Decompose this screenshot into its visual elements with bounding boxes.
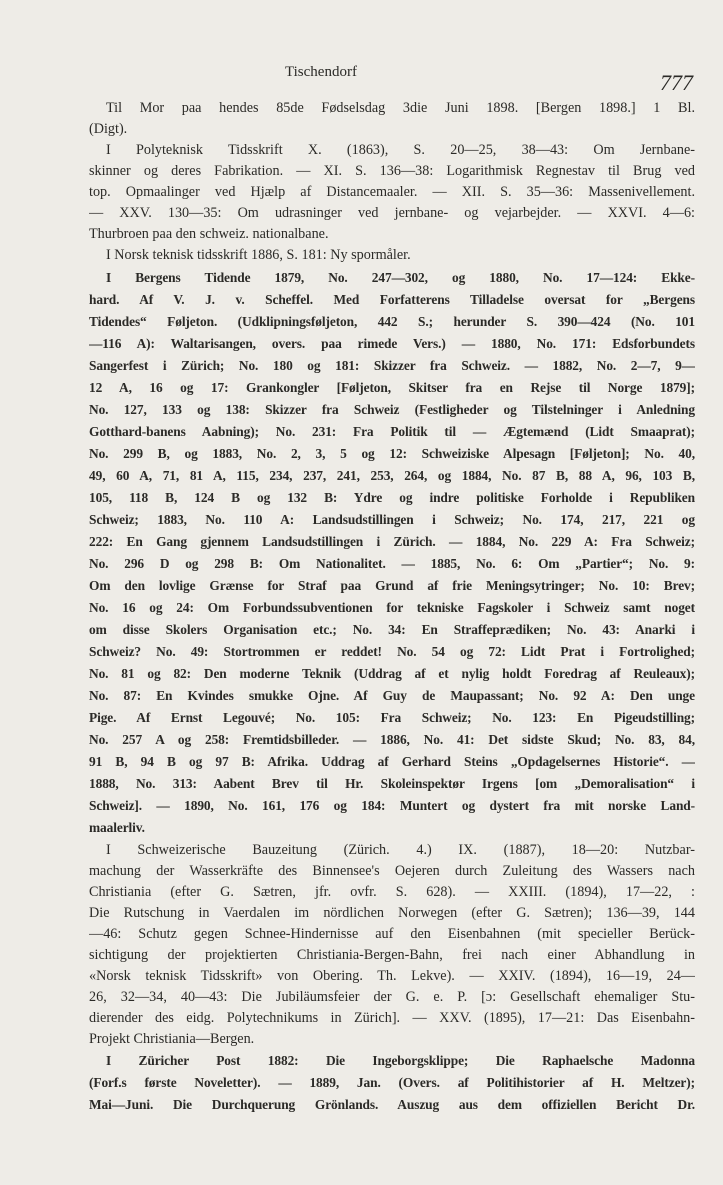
text-line: machung der Wasserkräfte des Binnensee's Oejeren durch Zuleitung des Wassers nach [89,863,695,879]
text-line: Gotthard-banens Aabning); No. 231: Fra Politik til — Ægtemænd (Lidt Smaaprat); [89,424,695,439]
text-line: No. 16 og 24: Om Forbundssubventionen for tekniske Fagskoler i Schweiz samt noget [89,600,695,615]
text-line: 49, 60 A, 71, 81 A, 115, 234, 237, 241, 253, 264, og 1884, No. 87 B, 88 A, 96, 103 B, [89,468,695,483]
text-line: Mai—Juni. Die Durchquerung Grönlands. Auszug aus dem offiziellen Bericht Dr. [89,1097,695,1112]
text-line: (Digt). [89,121,128,137]
text-line: Die Rutschung in Vaerdalen im nördlichen Norwegen (efter G. Sætren); 136—39, 144 [89,905,695,921]
text-line: Til Mor paa hendes 85de Fødselsdag 3die Juni 1898. [Bergen 1898.] 1 Bl. [106,100,695,116]
text-line: I Polyteknisk Tidsskrift X. (1863), S. 20—25, 38—43: Om Jernbane- [106,142,695,158]
text-line: Projekt Christiania—Bergen. [89,1031,255,1047]
text-line: No. 299 B, og 1883, No. 2, 3, 5 og 12: Schweiziske Alpesagn [Føljeton]; No. 40, [89,446,695,461]
text-line: 1888, No. 313: Aabent Brev til Hr. Skoleinspektør Irgens [om „Demoralisation“ i [89,776,695,791]
text-line: I Bergens Tidende 1879, No. 247—302, og 1880, No. 17—124: Ekke- [106,270,695,285]
text-line: No. 257 A og 258: Fremtidsbilleder. — 1886, No. 41: Det sidste Skud; No. 83, 84, [89,732,695,747]
text-line: top. Opmaalinger ved Hjælp af Distancemaaler. — XII. S. 35—36: Massenivellement. [89,184,695,200]
text-line: I Schweizerische Bauzeitung (Zürich. 4.) IX. (1887), 18—20: Nutzbar- [106,842,695,858]
text-line: I Norsk teknisk tidsskrift 1886, S. 181: Ny spormåler. [106,247,411,263]
text-line: skinner og deres Fabrikation. — XI. S. 136—38: Logarithmisk Regnestav til Brug ved [89,163,695,179]
text-line: (Forf.s første Noveletter). — 1889, Jan. (Overs. af Politihistorier af H. Meltzer); [89,1075,695,1090]
text-line: «Norsk teknisk Tidsskrift» von Obering. Th. Lekve). — XXIV. (1894), 16—19, 24— [89,968,695,984]
text-line: Christiania (efter G. Sætren, jfr. ovfr. S. 628). — XXIII. (1894), 17—22, : [89,884,695,900]
text-line: —116 A): Waltarisangen, overs. paa rimede Vers.) — 1880, No. 171: Edsforbundets [89,336,695,351]
text-line: No. 296 D og 298 B: Om Nationalitet. — 1885, No. 6: Om „Partier“; No. 9: [89,556,695,571]
text-line: dierender des eidg. Polytechnikums in Zürich]. — XXV. (1895), 17—21: Das Eisenbahn- [89,1010,695,1026]
text-line: 222: En Gang gjennem Landsudstillingen i Zürich. — 1884, No. 229 A: Fra Schweiz; [89,534,695,549]
text-line: Thurbroen paa den schweiz. nationalbane. [89,226,329,242]
text-line: No. 81 og 82: Den moderne Teknik (Uddrag af et nylig holdt Foredrag af Reuleaux); [89,666,695,681]
text-line: 105, 118 B, 124 B og 132 B: Ydre og indre politiske Forholde i Republiken [89,490,695,505]
text-line: Tidendes“ Føljeton. (Udklipningsføljeton, 442 S.; herunder S. 390—424 (No. 101 [89,314,695,329]
text-line: hard. Af V. J. v. Scheffel. Med Forfatterens Tilladelse oversat for „Bergens [89,292,695,307]
text-line: Schweiz? No. 49: Stortrommen er reddet! No. 54 og 72: Lidt Prat i Fortrolighed; [89,644,695,659]
text-line: maalerliv. [89,820,145,835]
text-line: No. 87: En Kvindes smukke Ojne. Af Guy de Maupassant; No. 92 A: Den unge [89,688,695,703]
running-head: Tischendorf [285,64,357,80]
text-line: 12 A, 16 og 17: Grankongler [Føljeton, Skitser fra en Rejse til Norge 1879]; [89,380,695,395]
text-line: Om den lovlige Grænse for Straf paa Grund af frie Meningsytringer; No. 10: Brev; [89,578,695,593]
text-line: No. 127, 133 og 138: Skizzer fra Schweiz (Festligheder og Tilstelninger i Anledning [89,402,695,417]
text-line: — XXV. 130—35: Om udrasninger ved jernbane- og vejarbejder. — XXVI. 4—6: [89,205,695,221]
text-line: Sangerfest i Zürich; No. 180 og 181: Skizzer fra Schweiz. — 1882, No. 2—7, 9— [89,358,695,373]
text-line: Schweiz; 1883, No. 110 A: Landsudstillingen i Schweiz; No. 174, 217, 221 og [89,512,695,527]
text-line: om disse Skolers Organisation etc.; No. 34: En Straffeprædiken; No. 43: Anarki i [89,622,695,637]
text-line: —46: Schutz gegen Schnee-Hindernisse auf den Eisenbahnen (mit specieller Berück- [89,926,695,942]
text-line: 26, 32—34, 40—43: Die Jubiläumsfeier der G. e. P. [ɔ: Gesellschaft ehemaliger Stu- [89,989,695,1005]
text-line: Pige. Af Ernst Legouvé; No. 105: Fra Schweiz; No. 123: En Pigeudstilling; [89,710,695,725]
text-line: Schweiz]. — 1890, No. 161, 176 og 184: Muntert og dystert fra mit norske Land- [89,798,695,813]
text-line: sichtigung der projektierten Christiania-Bergen-Bahn, frei nach einer Abhandlung in [89,947,695,963]
page-number: 777 [660,70,693,95]
text-line: 91 B, 94 B og 97 B: Afrika. Uddrag af Gerhard Steins „Opdagelsernes Historie“. — [89,754,695,769]
text-line: I Züricher Post 1882: Die Ingeborgsklippe; Die Raphaelsche Madonna [106,1053,695,1068]
